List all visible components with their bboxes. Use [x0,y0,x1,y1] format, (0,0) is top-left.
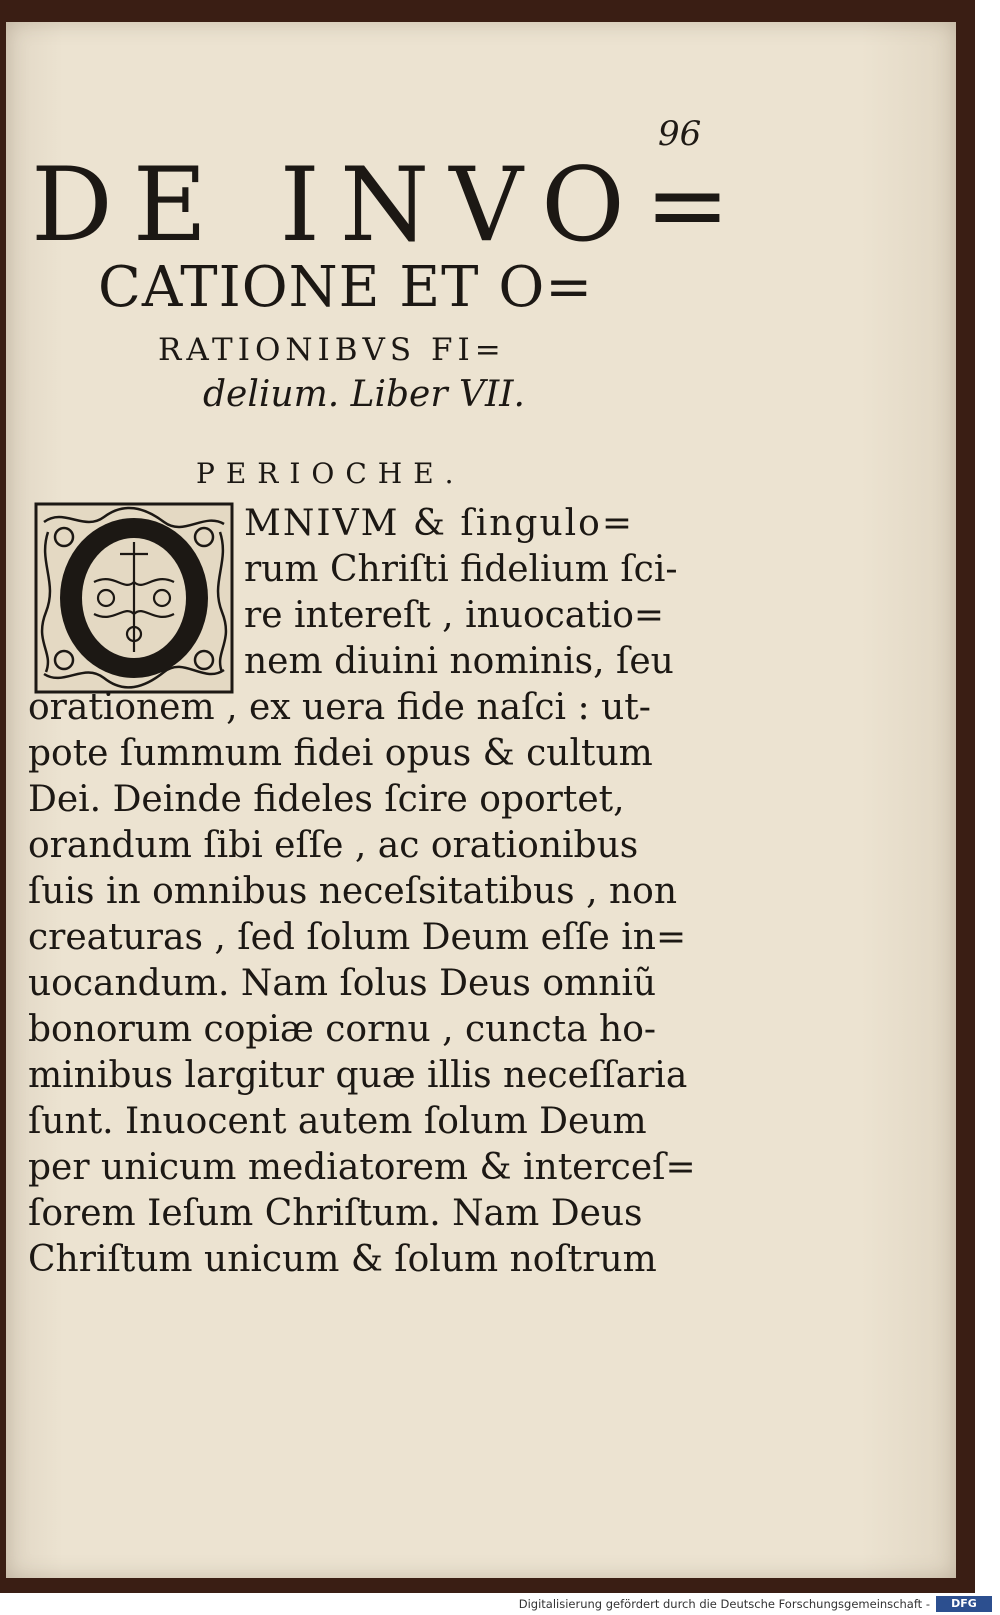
dfg-logo: DFG [936,1596,992,1612]
body-line-17: Chriſtum unicum & ſolum noſtrum [28,1239,657,1280]
decorated-initial-o [34,502,234,694]
body-line-4: nem diuini nominis, ſeu [244,641,674,682]
body-line-11: uocandum. Nam ſolus Deus omniũ [28,963,657,1004]
title-line-4: delium. Liber VII. [203,374,525,415]
body-line-16: ſorem Ieſum Chriſtum. Nam Deus [28,1193,643,1234]
body-line-9: ſuis in omnibus neceſsitatibus , non [28,871,678,912]
footer-credit: Digitalisierung gefördert durch die Deutsche Forschungsgemeinschaft - [518,1597,930,1611]
page-number: 96 [658,114,702,154]
body-line-5: orationem , ex uera fide naſci : ut- [28,687,651,728]
section-heading: PERIOCHE. [196,457,465,490]
body-line-15: per unicum mediatorem & interceſ= [28,1147,696,1188]
title-line-2: CATIONE ET O= [98,255,594,320]
body-line-2: rum Chriſti fidelium ſci- [244,549,678,590]
body-line-13: minibus largitur quæ illis neceſſaria [28,1055,688,1096]
body-line-10: creaturas , ſed ſolum Deum eſſe in= [28,917,687,958]
title-line-3: RATIONIBVS FI= [158,332,506,368]
body-line-6: pote ſummum fidei opus & cultum [28,733,653,774]
body-line-12: bonorum copiæ cornu , cuncta ho- [28,1009,657,1050]
body-line-8: orandum ſibi eſſe , ac orationibus [28,825,639,866]
footer-bar [0,1594,1000,1615]
title-line-1: DE INVO= [31,146,751,265]
body-line-14: ſunt. Inuocent autem ſolum Deum [28,1101,647,1142]
body-line-1: MNIVM & ſingulo= [244,503,634,544]
body-line-3: re intereſt , inuocatio= [244,595,665,636]
book-page [6,22,956,1578]
body-line-7: Dei. Deinde fideles ſcire oportet, [28,779,625,820]
